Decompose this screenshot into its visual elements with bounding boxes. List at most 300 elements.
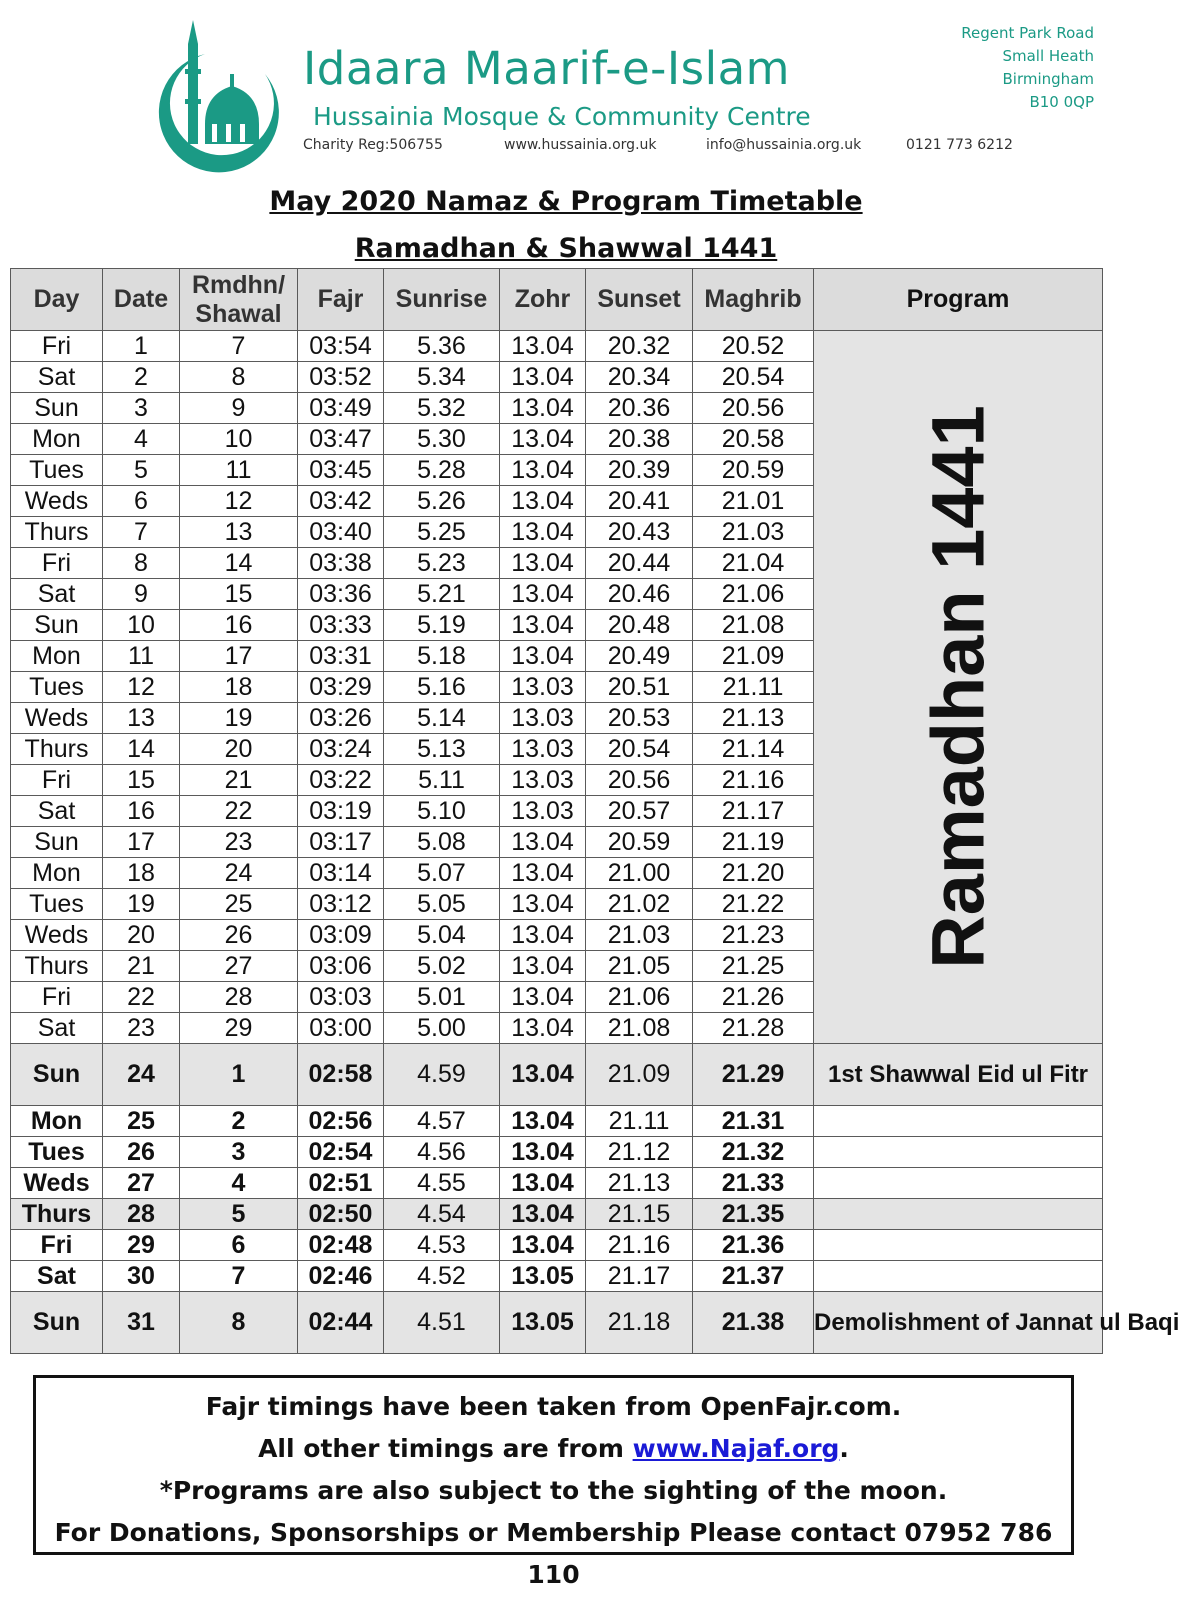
cell-fajr: 02:46 bbox=[298, 1261, 384, 1292]
cell-maghrib: 21.31 bbox=[693, 1106, 814, 1137]
cell-sunset: 21.18 bbox=[586, 1292, 693, 1354]
cell-fajr: 03:09 bbox=[298, 920, 384, 951]
cell-hijri: 4 bbox=[180, 1168, 298, 1199]
phone-number: 0121 773 6212 bbox=[906, 137, 1013, 153]
cell-sunset: 21.05 bbox=[586, 951, 693, 982]
cell-sunrise: 4.51 bbox=[384, 1292, 500, 1354]
cell-zohr: 13.03 bbox=[500, 672, 586, 703]
table-row bbox=[11, 1199, 1103, 1230]
cell-hijri: 8 bbox=[180, 362, 298, 393]
cell-hijri: 3 bbox=[180, 1137, 298, 1168]
cell-day: Fri bbox=[11, 982, 103, 1013]
cell-sunset: 20.39 bbox=[586, 455, 693, 486]
cell-hijri: 10 bbox=[180, 424, 298, 455]
cell-sunrise: 5.23 bbox=[384, 548, 500, 579]
cell-zohr: 13.04 bbox=[500, 982, 586, 1013]
table-row bbox=[11, 1106, 1103, 1137]
cell-maghrib: 21.26 bbox=[693, 982, 814, 1013]
cell-fajr: 03:45 bbox=[298, 455, 384, 486]
cell-zohr: 13.03 bbox=[500, 765, 586, 796]
cell-program bbox=[814, 1106, 1103, 1137]
cell-date: 13 bbox=[103, 703, 180, 734]
cell-maghrib: 20.58 bbox=[693, 424, 814, 455]
cell-fajr: 03:52 bbox=[298, 362, 384, 393]
cell-hijri: 16 bbox=[180, 610, 298, 641]
cell-fajr: 03:12 bbox=[298, 889, 384, 920]
cell-day: Mon bbox=[11, 424, 103, 455]
cell-fajr: 03:22 bbox=[298, 765, 384, 796]
cell-sunrise: 5.14 bbox=[384, 703, 500, 734]
cell-day: Sun bbox=[11, 827, 103, 858]
footer-notes bbox=[33, 1375, 1074, 1589]
address-line: Small Heath bbox=[1002, 47, 1094, 65]
cell-day: Thurs bbox=[11, 1199, 103, 1230]
cell-sunset: 20.51 bbox=[586, 672, 693, 703]
cell-fajr: 03:36 bbox=[298, 579, 384, 610]
cell-sunset: 20.36 bbox=[586, 393, 693, 424]
cell-zohr: 13.04 bbox=[500, 610, 586, 641]
cell-date: 12 bbox=[103, 672, 180, 703]
table-row bbox=[11, 331, 1103, 362]
cell-date: 8 bbox=[103, 548, 180, 579]
cell-fajr: 03:31 bbox=[298, 641, 384, 672]
cell-sunset: 20.38 bbox=[586, 424, 693, 455]
cell-date: 23 bbox=[103, 1013, 180, 1044]
cell-fajr: 02:58 bbox=[298, 1044, 384, 1106]
col-header-fajr: Fajr bbox=[298, 269, 384, 331]
cell-zohr: 13.04 bbox=[500, 1013, 586, 1044]
cell-day: Sun bbox=[11, 1044, 103, 1106]
cell-sunset: 21.15 bbox=[586, 1199, 693, 1230]
cell-maghrib: 20.54 bbox=[693, 362, 814, 393]
cell-hijri: 25 bbox=[180, 889, 298, 920]
cell-maghrib: 21.25 bbox=[693, 951, 814, 982]
cell-day: Tues bbox=[11, 672, 103, 703]
cell-sunset: 20.49 bbox=[586, 641, 693, 672]
cell-zohr: 13.05 bbox=[500, 1261, 586, 1292]
cell-maghrib: 20.52 bbox=[693, 331, 814, 362]
cell-date: 5 bbox=[103, 455, 180, 486]
cell-day: Fri bbox=[11, 1230, 103, 1261]
cell-sunrise: 5.16 bbox=[384, 672, 500, 703]
cell-hijri: 1 bbox=[180, 1044, 298, 1106]
cell-zohr: 13.04 bbox=[500, 1106, 586, 1137]
cell-sunset: 20.56 bbox=[586, 765, 693, 796]
cell-hijri: 20 bbox=[180, 734, 298, 765]
cell-sunset: 20.53 bbox=[586, 703, 693, 734]
cell-sunrise: 5.13 bbox=[384, 734, 500, 765]
footer-line2-suffix: . bbox=[839, 1434, 849, 1463]
cell-hijri: 26 bbox=[180, 920, 298, 951]
cell-zohr: 13.04 bbox=[500, 362, 586, 393]
cell-day: Tues bbox=[11, 455, 103, 486]
cell-day: Sun bbox=[11, 1292, 103, 1354]
cell-zohr: 13.04 bbox=[500, 579, 586, 610]
cell-program bbox=[814, 1199, 1103, 1230]
najaf-link[interactable]: www.Najaf.org bbox=[632, 1434, 840, 1463]
cell-date: 26 bbox=[103, 1137, 180, 1168]
cell-sunrise: 4.56 bbox=[384, 1137, 500, 1168]
cell-zohr: 13.04 bbox=[500, 920, 586, 951]
cell-zohr: 13.04 bbox=[500, 331, 586, 362]
cell-sunrise: 4.52 bbox=[384, 1261, 500, 1292]
cell-maghrib: 21.38 bbox=[693, 1292, 814, 1354]
cell-zohr: 13.04 bbox=[500, 1199, 586, 1230]
cell-zohr: 13.03 bbox=[500, 734, 586, 765]
cell-maghrib: 21.22 bbox=[693, 889, 814, 920]
cell-date: 30 bbox=[103, 1261, 180, 1292]
cell-zohr: 13.04 bbox=[500, 1044, 586, 1106]
cell-fajr: 03:42 bbox=[298, 486, 384, 517]
cell-program: 1st Shawwal Eid ul Fitr bbox=[814, 1044, 1103, 1106]
cell-sunset: 20.44 bbox=[586, 548, 693, 579]
cell-sunset: 21.02 bbox=[586, 889, 693, 920]
cell-zohr: 13.04 bbox=[500, 858, 586, 889]
cell-date: 20 bbox=[103, 920, 180, 951]
cell-sunrise: 5.26 bbox=[384, 486, 500, 517]
cell-maghrib: 21.29 bbox=[693, 1044, 814, 1106]
cell-sunset: 21.09 bbox=[586, 1044, 693, 1106]
cell-zohr: 13.04 bbox=[500, 455, 586, 486]
cell-sunset: 21.16 bbox=[586, 1230, 693, 1261]
cell-sunset: 20.48 bbox=[586, 610, 693, 641]
footer-line-contact: For Donations, Sponsorships or Membership Please contact 07952 786 110 bbox=[54, 1518, 1053, 1589]
cell-hijri: 15 bbox=[180, 579, 298, 610]
cell-date: 28 bbox=[103, 1199, 180, 1230]
cell-fajr: 03:54 bbox=[298, 331, 384, 362]
timetable-body bbox=[11, 331, 1179, 1354]
timetable-subtitle-text: Ramadhan & Shawwal 1441 bbox=[354, 233, 778, 264]
cell-hijri: 7 bbox=[180, 1261, 298, 1292]
cell-hijri: 6 bbox=[180, 1230, 298, 1261]
cell-maghrib: 21.36 bbox=[693, 1230, 814, 1261]
cell-maghrib: 21.08 bbox=[693, 610, 814, 641]
cell-date: 3 bbox=[103, 393, 180, 424]
org-subtitle: Hussainia Mosque & Community Centre bbox=[313, 102, 811, 131]
cell-day: Sat bbox=[11, 579, 103, 610]
cell-sunrise: 4.59 bbox=[384, 1044, 500, 1106]
cell-hijri: 5 bbox=[180, 1199, 298, 1230]
cell-date: 31 bbox=[103, 1292, 180, 1354]
cell-fajr: 03:24 bbox=[298, 734, 384, 765]
cell-day: Sat bbox=[11, 362, 103, 393]
cell-maghrib: 21.17 bbox=[693, 796, 814, 827]
cell-date: 2 bbox=[103, 362, 180, 393]
cell-sunset: 20.34 bbox=[586, 362, 693, 393]
address-line: B10 0QP bbox=[1029, 93, 1094, 111]
cell-date: 24 bbox=[103, 1044, 180, 1106]
cell-day: Fri bbox=[11, 331, 103, 362]
cell-sunrise: 4.54 bbox=[384, 1199, 500, 1230]
cell-sunrise: 4.55 bbox=[384, 1168, 500, 1199]
col-header-date: Date bbox=[103, 269, 180, 331]
cell-sunrise: 5.05 bbox=[384, 889, 500, 920]
cell-date: 1 bbox=[103, 331, 180, 362]
cell-sunrise: 5.19 bbox=[384, 610, 500, 641]
cell-zohr: 13.04 bbox=[500, 641, 586, 672]
table-row bbox=[11, 1044, 1103, 1106]
cell-hijri: 17 bbox=[180, 641, 298, 672]
cell-maghrib: 21.14 bbox=[693, 734, 814, 765]
cell-fajr: 02:48 bbox=[298, 1230, 384, 1261]
cell-day: Fri bbox=[11, 548, 103, 579]
cell-zohr: 13.05 bbox=[500, 1292, 586, 1354]
cell-maghrib: 20.56 bbox=[693, 393, 814, 424]
col-header-sunset: Sunset bbox=[586, 269, 693, 331]
cell-sunrise: 5.07 bbox=[384, 858, 500, 889]
cell-day: Sat bbox=[11, 1261, 103, 1292]
timetable-subtitle bbox=[0, 233, 1132, 264]
cell-hijri: 8 bbox=[180, 1292, 298, 1354]
email-link[interactable]: info@hussainia.org.uk bbox=[706, 137, 862, 153]
cell-day: Mon bbox=[11, 858, 103, 889]
cell-hijri: 2 bbox=[180, 1106, 298, 1137]
cell-fajr: 03:03 bbox=[298, 982, 384, 1013]
cell-fajr: 03:14 bbox=[298, 858, 384, 889]
cell-hijri: 22 bbox=[180, 796, 298, 827]
cell-zohr: 13.04 bbox=[500, 393, 586, 424]
cell-sunset: 21.03 bbox=[586, 920, 693, 951]
cell-hijri: 28 bbox=[180, 982, 298, 1013]
cell-day: Tues bbox=[11, 1137, 103, 1168]
cell-fajr: 03:19 bbox=[298, 796, 384, 827]
cell-hijri: 21 bbox=[180, 765, 298, 796]
cell-sunrise: 5.34 bbox=[384, 362, 500, 393]
address-line: Birmingham bbox=[1002, 70, 1094, 88]
address-block bbox=[961, 22, 1094, 114]
cell-fajr: 03:49 bbox=[298, 393, 384, 424]
cell-sunrise: 5.36 bbox=[384, 331, 500, 362]
cell-maghrib: 21.23 bbox=[693, 920, 814, 951]
cell-zohr: 13.04 bbox=[500, 424, 586, 455]
cell-day: Weds bbox=[11, 486, 103, 517]
cell-fajr: 03:00 bbox=[298, 1013, 384, 1044]
cell-sunrise: 4.53 bbox=[384, 1230, 500, 1261]
address-line: Regent Park Road bbox=[961, 24, 1094, 42]
cell-day: Tues bbox=[11, 889, 103, 920]
charity-reg: Charity Reg:506755 bbox=[303, 137, 443, 153]
cell-day: Sun bbox=[11, 393, 103, 424]
cell-sunrise: 5.18 bbox=[384, 641, 500, 672]
cell-date: 10 bbox=[103, 610, 180, 641]
timetable-title bbox=[0, 186, 1132, 217]
cell-sunrise: 5.00 bbox=[384, 1013, 500, 1044]
cell-sunrise: 5.01 bbox=[384, 982, 500, 1013]
cell-fajr: 02:44 bbox=[298, 1292, 384, 1354]
cell-fajr: 03:17 bbox=[298, 827, 384, 858]
cell-date: 25 bbox=[103, 1106, 180, 1137]
cell-date: 18 bbox=[103, 858, 180, 889]
col-header-hijri: Rmdhn/ Shawal bbox=[180, 269, 298, 331]
cell-sunset: 20.43 bbox=[586, 517, 693, 548]
table-row bbox=[11, 1230, 1103, 1261]
cell-hijri: 19 bbox=[180, 703, 298, 734]
cell-date: 16 bbox=[103, 796, 180, 827]
cell-maghrib: 21.16 bbox=[693, 765, 814, 796]
cell-hijri: 27 bbox=[180, 951, 298, 982]
cell-fajr: 02:54 bbox=[298, 1137, 384, 1168]
cell-date: 15 bbox=[103, 765, 180, 796]
table-row bbox=[11, 1261, 1103, 1292]
cell-sunset: 20.59 bbox=[586, 827, 693, 858]
cell-maghrib: 20.59 bbox=[693, 455, 814, 486]
cell-day: Sun bbox=[11, 610, 103, 641]
cell-sunrise: 5.04 bbox=[384, 920, 500, 951]
cell-program: Demolishment of Jannat ul Baqi bbox=[814, 1292, 1103, 1354]
cell-zohr: 13.04 bbox=[500, 1137, 586, 1168]
table-row bbox=[11, 1168, 1103, 1199]
cell-date: 19 bbox=[103, 889, 180, 920]
cell-day: Thurs bbox=[11, 734, 103, 765]
cell-sunset: 20.41 bbox=[586, 486, 693, 517]
cell-date: 9 bbox=[103, 579, 180, 610]
program-ramadhan-cell bbox=[814, 331, 1103, 1044]
cell-sunset: 21.17 bbox=[586, 1261, 693, 1292]
cell-hijri: 23 bbox=[180, 827, 298, 858]
cell-sunrise: 5.02 bbox=[384, 951, 500, 982]
cell-sunset: 20.54 bbox=[586, 734, 693, 765]
program-ramadhan-label: Ramadhan 1441 bbox=[916, 405, 1000, 969]
col-header-zohr: Zohr bbox=[500, 269, 586, 331]
cell-day: Weds bbox=[11, 920, 103, 951]
cell-hijri: 12 bbox=[180, 486, 298, 517]
cell-sunset: 21.11 bbox=[586, 1106, 693, 1137]
cell-zohr: 13.04 bbox=[500, 951, 586, 982]
cell-day: Sat bbox=[11, 1013, 103, 1044]
cell-zohr: 13.04 bbox=[500, 517, 586, 548]
cell-fajr: 03:33 bbox=[298, 610, 384, 641]
header-row bbox=[11, 269, 1103, 331]
cell-sunrise: 5.08 bbox=[384, 827, 500, 858]
cell-hijri: 13 bbox=[180, 517, 298, 548]
cell-maghrib: 21.37 bbox=[693, 1261, 814, 1292]
cell-sunrise: 5.32 bbox=[384, 393, 500, 424]
cell-hijri: 14 bbox=[180, 548, 298, 579]
cell-zohr: 13.04 bbox=[500, 548, 586, 579]
cell-zohr: 13.04 bbox=[500, 1168, 586, 1199]
col-header-day: Day bbox=[11, 269, 103, 331]
cell-zohr: 13.04 bbox=[500, 827, 586, 858]
cell-maghrib: 21.01 bbox=[693, 486, 814, 517]
cell-sunrise: 5.30 bbox=[384, 424, 500, 455]
cell-maghrib: 21.03 bbox=[693, 517, 814, 548]
mosque-logo-icon bbox=[160, 14, 280, 164]
cell-hijri: 18 bbox=[180, 672, 298, 703]
cell-hijri: 9 bbox=[180, 393, 298, 424]
cell-maghrib: 21.06 bbox=[693, 579, 814, 610]
cell-fajr: 03:47 bbox=[298, 424, 384, 455]
cell-maghrib: 21.19 bbox=[693, 827, 814, 858]
cell-maghrib: 21.33 bbox=[693, 1168, 814, 1199]
cell-day: Fri bbox=[11, 765, 103, 796]
cell-fajr: 03:29 bbox=[298, 672, 384, 703]
cell-fajr: 03:38 bbox=[298, 548, 384, 579]
website-link[interactable]: www.hussainia.org.uk bbox=[504, 137, 657, 153]
col-header-program: Program bbox=[814, 269, 1103, 331]
cell-sunset: 21.13 bbox=[586, 1168, 693, 1199]
footer-line2-prefix: All other timings are from bbox=[258, 1434, 633, 1463]
cell-program bbox=[814, 1230, 1103, 1261]
footer-line-fajr-source: Fajr timings have been taken from OpenFajr.com. bbox=[205, 1392, 902, 1421]
cell-hijri: 24 bbox=[180, 858, 298, 889]
cell-sunset: 21.08 bbox=[586, 1013, 693, 1044]
cell-maghrib: 21.13 bbox=[693, 703, 814, 734]
cell-date: 7 bbox=[103, 517, 180, 548]
cell-hijri: 11 bbox=[180, 455, 298, 486]
footer-line-other-source bbox=[36, 1428, 1071, 1470]
cell-date: 27 bbox=[103, 1168, 180, 1199]
cell-hijri: 7 bbox=[180, 331, 298, 362]
cell-date: 29 bbox=[103, 1230, 180, 1261]
cell-zohr: 13.04 bbox=[500, 889, 586, 920]
cell-sunset: 21.06 bbox=[586, 982, 693, 1013]
timetable bbox=[10, 268, 1179, 1354]
cell-sunrise: 5.21 bbox=[384, 579, 500, 610]
cell-zohr: 13.04 bbox=[500, 1230, 586, 1261]
cell-maghrib: 21.32 bbox=[693, 1137, 814, 1168]
org-name: Idaara Maarif-e-Islam bbox=[303, 42, 791, 95]
cell-date: 14 bbox=[103, 734, 180, 765]
cell-zohr: 13.03 bbox=[500, 796, 586, 827]
cell-maghrib: 21.11 bbox=[693, 672, 814, 703]
cell-date: 4 bbox=[103, 424, 180, 455]
cell-sunrise: 4.57 bbox=[384, 1106, 500, 1137]
cell-sunset: 20.57 bbox=[586, 796, 693, 827]
cell-fajr: 02:51 bbox=[298, 1168, 384, 1199]
cell-maghrib: 21.35 bbox=[693, 1199, 814, 1230]
cell-sunset: 21.12 bbox=[586, 1137, 693, 1168]
cell-program bbox=[814, 1168, 1103, 1199]
cell-date: 17 bbox=[103, 827, 180, 858]
cell-fajr: 02:56 bbox=[298, 1106, 384, 1137]
cell-fajr: 03:40 bbox=[298, 517, 384, 548]
cell-date: 6 bbox=[103, 486, 180, 517]
cell-maghrib: 21.28 bbox=[693, 1013, 814, 1044]
cell-sunrise: 5.25 bbox=[384, 517, 500, 548]
cell-day: Weds bbox=[11, 1168, 103, 1199]
cell-zohr: 13.03 bbox=[500, 703, 586, 734]
table-row bbox=[11, 1292, 1103, 1354]
footer-line-moon-sighting: *Programs are also subject to the sighting of the moon. bbox=[159, 1476, 948, 1505]
cell-program bbox=[814, 1261, 1103, 1292]
cell-sunset: 20.32 bbox=[586, 331, 693, 362]
cell-day: Mon bbox=[11, 641, 103, 672]
timetable-title-text: May 2020 Namaz & Program Timetable bbox=[269, 186, 863, 217]
cell-sunrise: 5.11 bbox=[384, 765, 500, 796]
cell-maghrib: 21.04 bbox=[693, 548, 814, 579]
cell-sunset: 20.46 bbox=[586, 579, 693, 610]
cell-maghrib: 21.09 bbox=[693, 641, 814, 672]
cell-fajr: 03:06 bbox=[298, 951, 384, 982]
cell-sunrise: 5.28 bbox=[384, 455, 500, 486]
cell-date: 21 bbox=[103, 951, 180, 982]
cell-day: Sat bbox=[11, 796, 103, 827]
cell-day: Thurs bbox=[11, 951, 103, 982]
cell-day: Weds bbox=[11, 703, 103, 734]
cell-day: Thurs bbox=[11, 517, 103, 548]
table-row bbox=[11, 1137, 1103, 1168]
cell-day: Mon bbox=[11, 1106, 103, 1137]
cell-sunrise: 5.10 bbox=[384, 796, 500, 827]
cell-fajr: 03:26 bbox=[298, 703, 384, 734]
cell-maghrib: 21.20 bbox=[693, 858, 814, 889]
cell-hijri: 29 bbox=[180, 1013, 298, 1044]
col-header-sunrise: Sunrise bbox=[384, 269, 500, 331]
cell-sunset: 21.00 bbox=[586, 858, 693, 889]
cell-zohr: 13.04 bbox=[500, 486, 586, 517]
cell-fajr: 02:50 bbox=[298, 1199, 384, 1230]
cell-date: 11 bbox=[103, 641, 180, 672]
